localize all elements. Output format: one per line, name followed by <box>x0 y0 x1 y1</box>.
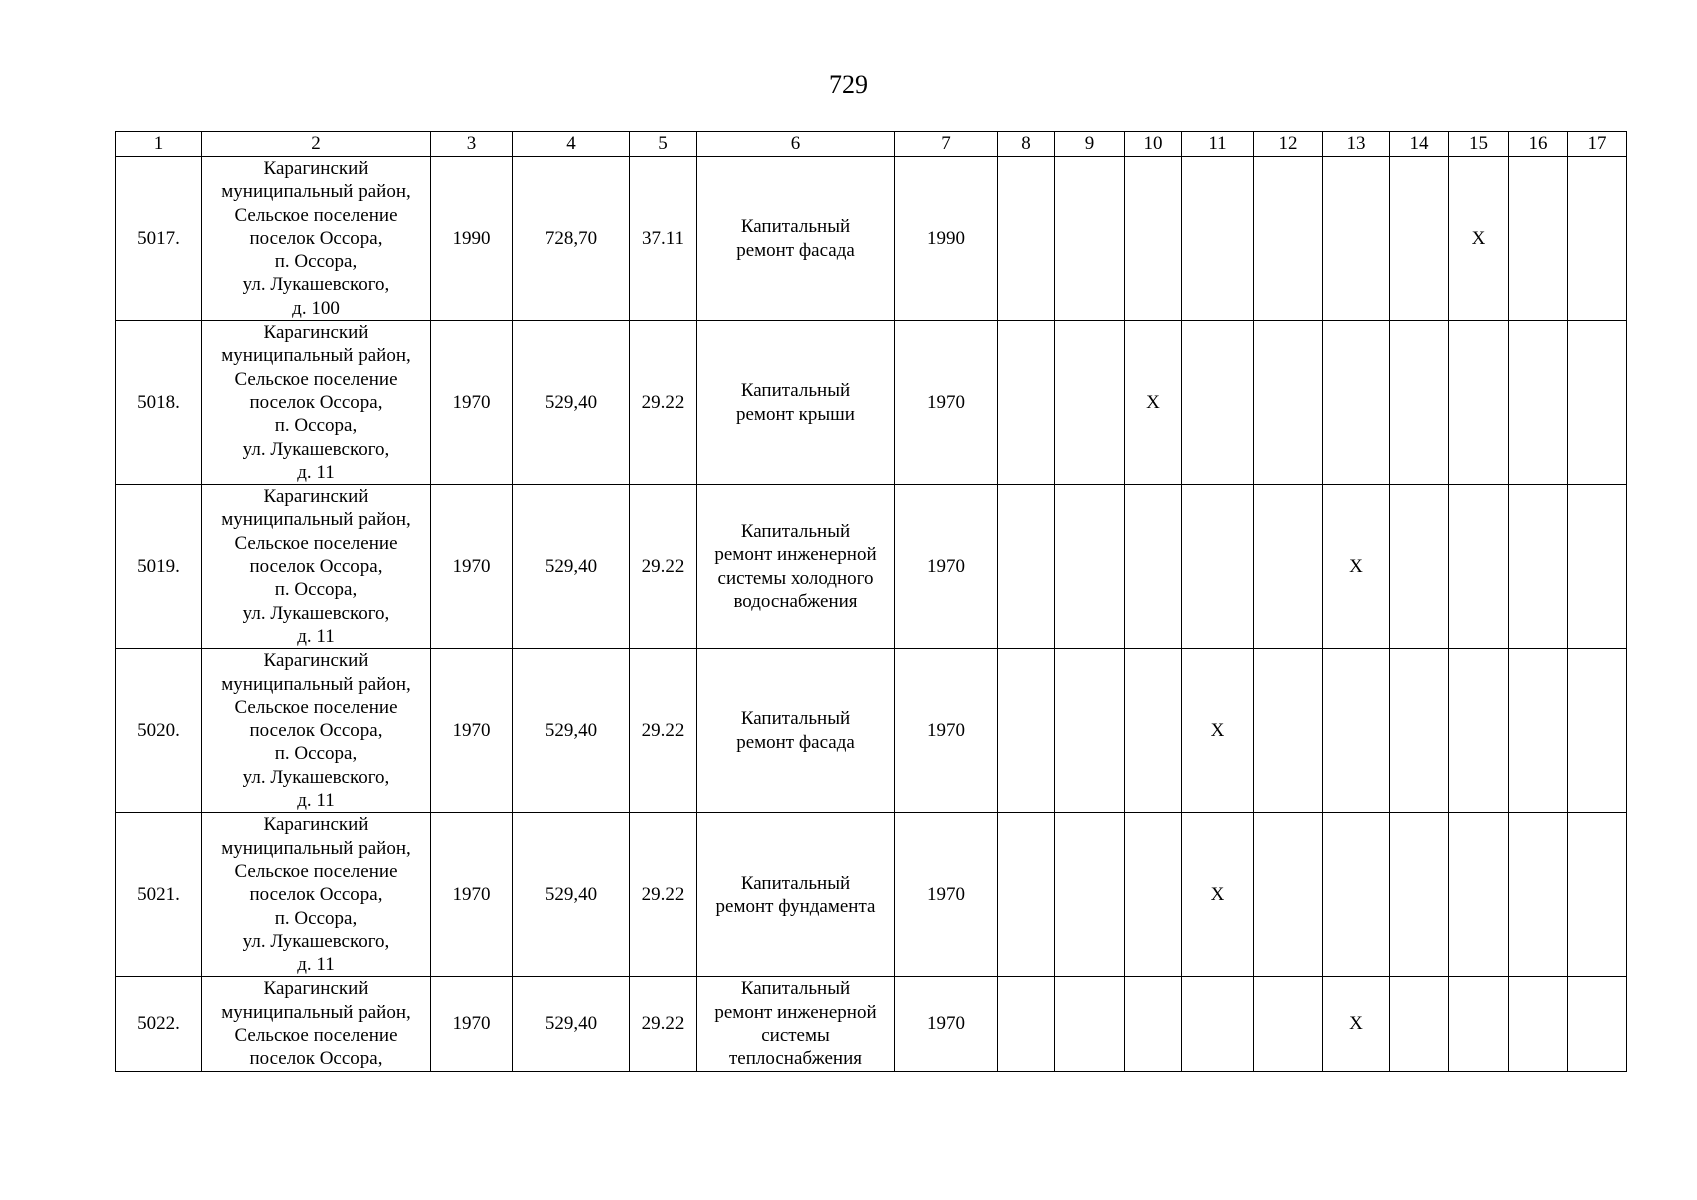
year-built-cell: 1990 <box>431 157 513 321</box>
address-cell: Карагинский муниципальный район, Сельское поселение поселок Оссора, п. Оссора, ул. Лукашевского, д. 11 <box>202 649 431 813</box>
mark-cell <box>1449 813 1509 977</box>
mark-cell <box>1125 813 1182 977</box>
mark-cell <box>1055 977 1125 1071</box>
column-header: 8 <box>998 132 1055 157</box>
mark-cell <box>1323 813 1390 977</box>
mark-cell <box>1568 977 1627 1071</box>
table-row <box>116 649 1627 813</box>
address-cell: Карагинский муниципальный район, Сельское поселение поселок Оссора, п. Оссора, ул. Лукашевского, д. 100 <box>202 157 431 321</box>
column-header: 6 <box>697 132 895 157</box>
mark-cell: X <box>1125 321 1182 485</box>
column-header: 4 <box>513 132 630 157</box>
column-header: 11 <box>1182 132 1254 157</box>
address-cell: Карагинский муниципальный район, Сельское поселение поселок Оссора, п. Оссора, ул. Лукашевского, д. 11 <box>202 321 431 485</box>
mark-cell <box>1055 485 1125 649</box>
table-row <box>116 157 1627 321</box>
mark-cell <box>1055 813 1125 977</box>
column-header: 17 <box>1568 132 1627 157</box>
mark-cell <box>1254 485 1323 649</box>
mark-cell <box>1182 157 1254 321</box>
mark-cell <box>998 321 1055 485</box>
row-number: 5018. <box>116 321 202 485</box>
mark-cell <box>1568 157 1627 321</box>
mark-cell: X <box>1182 649 1254 813</box>
address-cell: Карагинский муниципальный район, Сельское поселение поселок Оссора, <box>202 977 431 1071</box>
column-header: 10 <box>1125 132 1182 157</box>
mark-cell <box>1390 485 1449 649</box>
row-number: 5022. <box>116 977 202 1071</box>
area-cell: 529,40 <box>513 321 630 485</box>
table-row <box>116 321 1627 485</box>
column-header: 13 <box>1323 132 1390 157</box>
mark-cell <box>1568 649 1627 813</box>
year-built-cell: 1970 <box>431 813 513 977</box>
address-cell: Карагинский муниципальный район, Сельское поселение поселок Оссора, п. Оссора, ул. Лукашевского, д. 11 <box>202 813 431 977</box>
mark-cell <box>1254 157 1323 321</box>
mark-cell <box>1125 649 1182 813</box>
row-number: 5017. <box>116 157 202 321</box>
area-cell: 529,40 <box>513 649 630 813</box>
year-cell: 1970 <box>895 321 998 485</box>
mark-cell <box>1449 321 1509 485</box>
year-cell: 1970 <box>895 977 998 1071</box>
column-header: 12 <box>1254 132 1323 157</box>
column-header: 2 <box>202 132 431 157</box>
code-cell: 29.22 <box>630 977 697 1071</box>
year-built-cell: 1970 <box>431 649 513 813</box>
mark-cell <box>1449 485 1509 649</box>
code-cell: 29.22 <box>630 485 697 649</box>
table-row <box>116 977 1627 1071</box>
column-number-header-row <box>116 132 1627 157</box>
mark-cell <box>998 649 1055 813</box>
work-type-cell: Капитальный ремонт крыши <box>697 321 895 485</box>
mark-cell <box>1254 813 1323 977</box>
mark-cell <box>1568 485 1627 649</box>
code-cell: 29.22 <box>630 649 697 813</box>
area-cell: 728,70 <box>513 157 630 321</box>
mark-cell <box>1055 649 1125 813</box>
mark-cell: X <box>1182 813 1254 977</box>
mark-cell <box>1509 321 1568 485</box>
column-header: 3 <box>431 132 513 157</box>
mark-cell <box>1390 977 1449 1071</box>
mark-cell <box>1254 321 1323 485</box>
mark-cell <box>1390 157 1449 321</box>
area-cell: 529,40 <box>513 813 630 977</box>
mark-cell <box>998 977 1055 1071</box>
work-type-cell: Капитальный ремонт фасада <box>697 649 895 813</box>
mark-cell <box>1390 649 1449 813</box>
year-cell: 1970 <box>895 649 998 813</box>
mark-cell <box>1254 977 1323 1071</box>
mark-cell <box>1509 813 1568 977</box>
column-header: 15 <box>1449 132 1509 157</box>
mark-cell <box>1509 977 1568 1071</box>
mark-cell <box>1323 157 1390 321</box>
mark-cell <box>1390 321 1449 485</box>
mark-cell <box>1390 813 1449 977</box>
column-header: 16 <box>1509 132 1568 157</box>
year-built-cell: 1970 <box>431 977 513 1071</box>
year-built-cell: 1970 <box>431 321 513 485</box>
mark-cell <box>1323 649 1390 813</box>
row-number: 5020. <box>116 649 202 813</box>
mark-cell <box>1323 321 1390 485</box>
mark-cell <box>1182 321 1254 485</box>
column-header: 1 <box>116 132 202 157</box>
column-header: 5 <box>630 132 697 157</box>
work-type-cell: Капитальный ремонт фасада <box>697 157 895 321</box>
mark-cell: X <box>1449 157 1509 321</box>
mark-cell <box>1125 977 1182 1071</box>
address-cell: Карагинский муниципальный район, Сельское поселение поселок Оссора, п. Оссора, ул. Лукашевского, д. 11 <box>202 485 431 649</box>
mark-cell <box>1055 157 1125 321</box>
mark-cell <box>1182 485 1254 649</box>
mark-cell <box>1509 649 1568 813</box>
mark-cell <box>998 485 1055 649</box>
table-row <box>116 485 1627 649</box>
page-number: 729 <box>829 70 868 99</box>
mark-cell <box>1568 813 1627 977</box>
repair-registry-table <box>115 131 1627 1072</box>
year-cell: 1970 <box>895 485 998 649</box>
mark-cell: X <box>1323 485 1390 649</box>
year-built-cell: 1970 <box>431 485 513 649</box>
mark-cell <box>1449 649 1509 813</box>
code-cell: 29.22 <box>630 813 697 977</box>
year-cell: 1990 <box>895 157 998 321</box>
row-number: 5021. <box>116 813 202 977</box>
mark-cell <box>1125 485 1182 649</box>
area-cell: 529,40 <box>513 485 630 649</box>
code-cell: 37.11 <box>630 157 697 321</box>
mark-cell: X <box>1323 977 1390 1071</box>
mark-cell <box>1449 977 1509 1071</box>
table-row <box>116 813 1627 977</box>
mark-cell <box>998 813 1055 977</box>
area-cell: 529,40 <box>513 977 630 1071</box>
mark-cell <box>1055 321 1125 485</box>
column-header: 9 <box>1055 132 1125 157</box>
column-header: 7 <box>895 132 998 157</box>
row-number: 5019. <box>116 485 202 649</box>
work-type-cell: Капитальный ремонт фундамента <box>697 813 895 977</box>
mark-cell <box>1509 485 1568 649</box>
work-type-cell: Капитальный ремонт инженерной системы холодного водоснабжения <box>697 485 895 649</box>
mark-cell <box>1182 977 1254 1071</box>
mark-cell <box>1568 321 1627 485</box>
year-cell: 1970 <box>895 813 998 977</box>
column-header: 14 <box>1390 132 1449 157</box>
mark-cell <box>1509 157 1568 321</box>
mark-cell <box>1254 649 1323 813</box>
mark-cell <box>998 157 1055 321</box>
code-cell: 29.22 <box>630 321 697 485</box>
mark-cell <box>1125 157 1182 321</box>
work-type-cell: Капитальный ремонт инженерной системы теплоснабжения <box>697 977 895 1071</box>
